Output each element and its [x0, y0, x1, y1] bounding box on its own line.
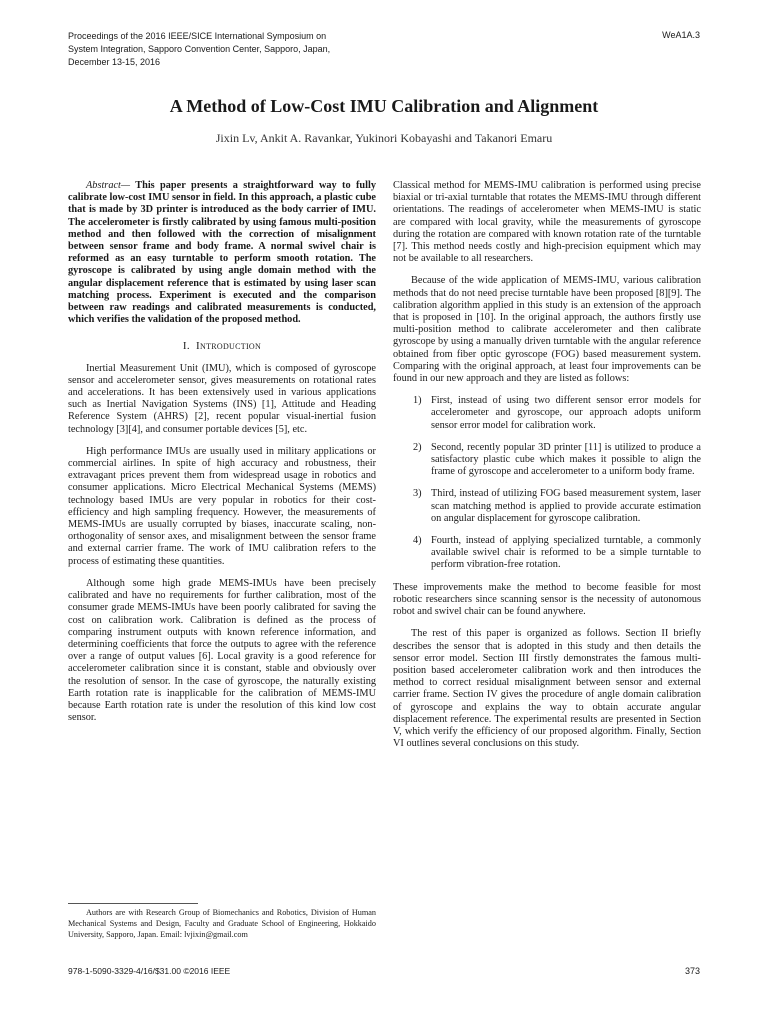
- paper-authors: Jixin Lv, Ankit A. Ravankar, Yukinori Kobayashi and Takanori Emaru: [215, 131, 553, 145]
- left-column: [68, 180, 376, 734]
- section-heading-introduction: [68, 340, 376, 352]
- list-item-number: 1): [413, 395, 422, 407]
- list-item: [393, 395, 701, 432]
- proceedings-header: [68, 30, 408, 69]
- session-code: WeA1A.3: [662, 30, 700, 40]
- footnote-divider: [68, 903, 198, 904]
- abstract-body: This paper presents a straightforward way to fully calibrate low-cost IMU sensor in field. In this approach, a plastic cube that is made by 3D printer is introduced as the body carrier of IMU. The accelerometer is firstly calibrated by using famous multi-position method and then followed with the correction of misalignment between sensor frame and body frame. A normal swivel chair is reformed as an easy turntable to perform smooth rotation. The gyroscope is calibrated by using angle domain method with the angular displacement reference that is estimated by using laser scan matching process. Experiment is executed and the comparison between raw readings and calibrated measurements is conducted, which verifies the validation of the proposed method.: [68, 180, 376, 326]
- body-paragraph: The rest of this paper is organized as follows. Section II briefly describes the sensor that is adopted in this study and then details the sensor error model. Section III firstly demonstrates the famous multi-position based accelerometer calibration work and then introduces the method to correct residual misalignment between sensor and external carrier frame. Section IV gives the procedure of angle domain calibration of gyroscope and explains the way to obtain accurate angular displacement reference. The experimental results are presented in Section V, which verify the efficiency of our proposed algorithm. Finally, Section VI outlines several conclusions on this study.: [393, 628, 701, 750]
- list-item-number: 2): [413, 441, 422, 453]
- list-item-number: 3): [413, 488, 422, 500]
- page-number: 373: [684, 966, 700, 976]
- list-item-text: First, instead of using two different sensor error models for accelerometer and gyroscope, our approach adopts uniform sensor error model for calibration work.: [431, 395, 701, 431]
- list-item: [393, 535, 701, 572]
- body-paragraph: Classical method for MEMS-IMU calibration is performed using precise biaxial or tri-axial turntable that rotates the MEMS-IMU through different orientations. The readings of accelerometer when MEMS-IMU is static are compared with local gravity, while the measurements of gyroscope during the rotation are compared with known rotation rate of the turntable [7]. This method needs costly and high-precision equipment which may not be available to all researchers.: [393, 180, 701, 265]
- abstract: [68, 180, 376, 326]
- list-item-text: Second, recently popular 3D printer [11] is utilized to produce a satisfactory plastic cube which makes it possible to align the frame of gyroscope and accelerometer to a uniform body frame.: [431, 441, 701, 478]
- intro-paragraph: High performance IMUs are usually used in military applications or commercial airlines. In spite of high accuracy and robustness, their extravagant prices prevent them from widespread usage in robotics and consumer applications. Micro Electrical Mechanical Systems (MEMS) technology based IMUs are very popular in robotics for their cost-efficiency and high sampling frequency. However, the measurements of MEMS-IMUs are usually corrupted by biases, inaccurate scaling, non-orthogonality of sensor axes, and misalignment between the sensor frame and external carrier frame. The work of IMU calibration refers to the process of estimating these quantities.: [68, 445, 376, 567]
- list-item: [393, 442, 701, 479]
- section-heading-text: Introduction: [196, 340, 262, 353]
- author-affiliation-footnote: Authors are with Research Group of Biomechanics and Robotics, Division of Human Mechanical Systems and Design, Faculty and Graduate School of Engineering, Hokkaido University, Sapporo, Japan. Email: lvjixin@gmail.com: [68, 908, 376, 939]
- proceedings-line: Proceedings of the 2016 IEEE/SICE International Symposium on: [68, 31, 327, 41]
- abstract-lead: Abstract—: [86, 180, 131, 191]
- list-item-text: Third, instead of utilizing FOG based measurement system, laser scan matching method is applied to provide accurate estimation on angular displacement for gyroscope calibration.: [431, 488, 701, 524]
- list-item-number: 4): [413, 535, 422, 547]
- body-paragraph: These improvements make the method to become feasible for most robotic researchers since scanning sensor is the necessity of autonomous robot and swivel chair can be found anywhere.: [393, 581, 701, 618]
- right-column: [393, 180, 701, 760]
- improvements-list: [393, 395, 701, 571]
- body-paragraph: Because of the wide application of MEMS-IMU, various calibration methods that do not need precise turntable have been proposed [8][9]. The calibration algorithm applied in this study is an extension of the approach that is proposed in [10]. In the original approach, the authors firstly use multi-position method to calibrate accelerometer and then calibrate gyroscope by using a manually driven turntable with the angular reference obtained from fiber optic gyroscope (FOG) based measurement system. Comparing with the original approach, at least four improvements can be found in our new approach and they are listed as follows:: [393, 275, 701, 385]
- intro-paragraph: Although some high grade MEMS-IMUs have been precisely calibrated and have no requirements for further calibration, most of the consumer grade MEMS-IMUs have been poorly calibrated for saving the cost on calibration work. Calibration is defined as the process of comparing instrument outputs with known reference information, and determining coefficients that force the outputs to agree with the reference over a range of output values [6]. Local gravity is a good reference for accelerometer calibration since it is constant, stable and obviously over the resolution of sensor. In the case of gyroscope, the naturally existing Earth rotation rate is inapplicable for the calibration of MEMS-IMU because Earth rotation rate is under the resolution of this kind low cost sensor.: [68, 577, 376, 724]
- proceedings-line: December 13-15, 2016: [68, 57, 161, 67]
- proceedings-line: System Integration, Sapporo Convention Center, Sapporo, Japan,: [68, 44, 331, 54]
- list-item-text: Fourth, instead of applying specialized turntable, a commonly available swivel chair is reformed to be a simple turntable to perform vibration-free rotation.: [431, 535, 701, 571]
- paper-title: A Method of Low-Cost IMU Calibration and Alignment: [169, 96, 599, 116]
- list-item: [393, 488, 701, 525]
- isbn-copyright: 978-1-5090-3329-4/16/$31.00 ©2016 IEEE: [68, 966, 231, 976]
- intro-paragraph: Inertial Measurement Unit (IMU), which is composed of gyroscope sensor and accelerometer sensor, gives measurements on rotational rates and accelerations. It has been extensively used in various applications such as Inertial Navigation Systems (INS) [1], Attitude and Heading Reference System (AHRS) [2], recent popular visual-inertial fusion technology [3][4], and consumer portable devices [5], etc.: [68, 362, 376, 435]
- section-numeral: I.: [182, 340, 190, 353]
